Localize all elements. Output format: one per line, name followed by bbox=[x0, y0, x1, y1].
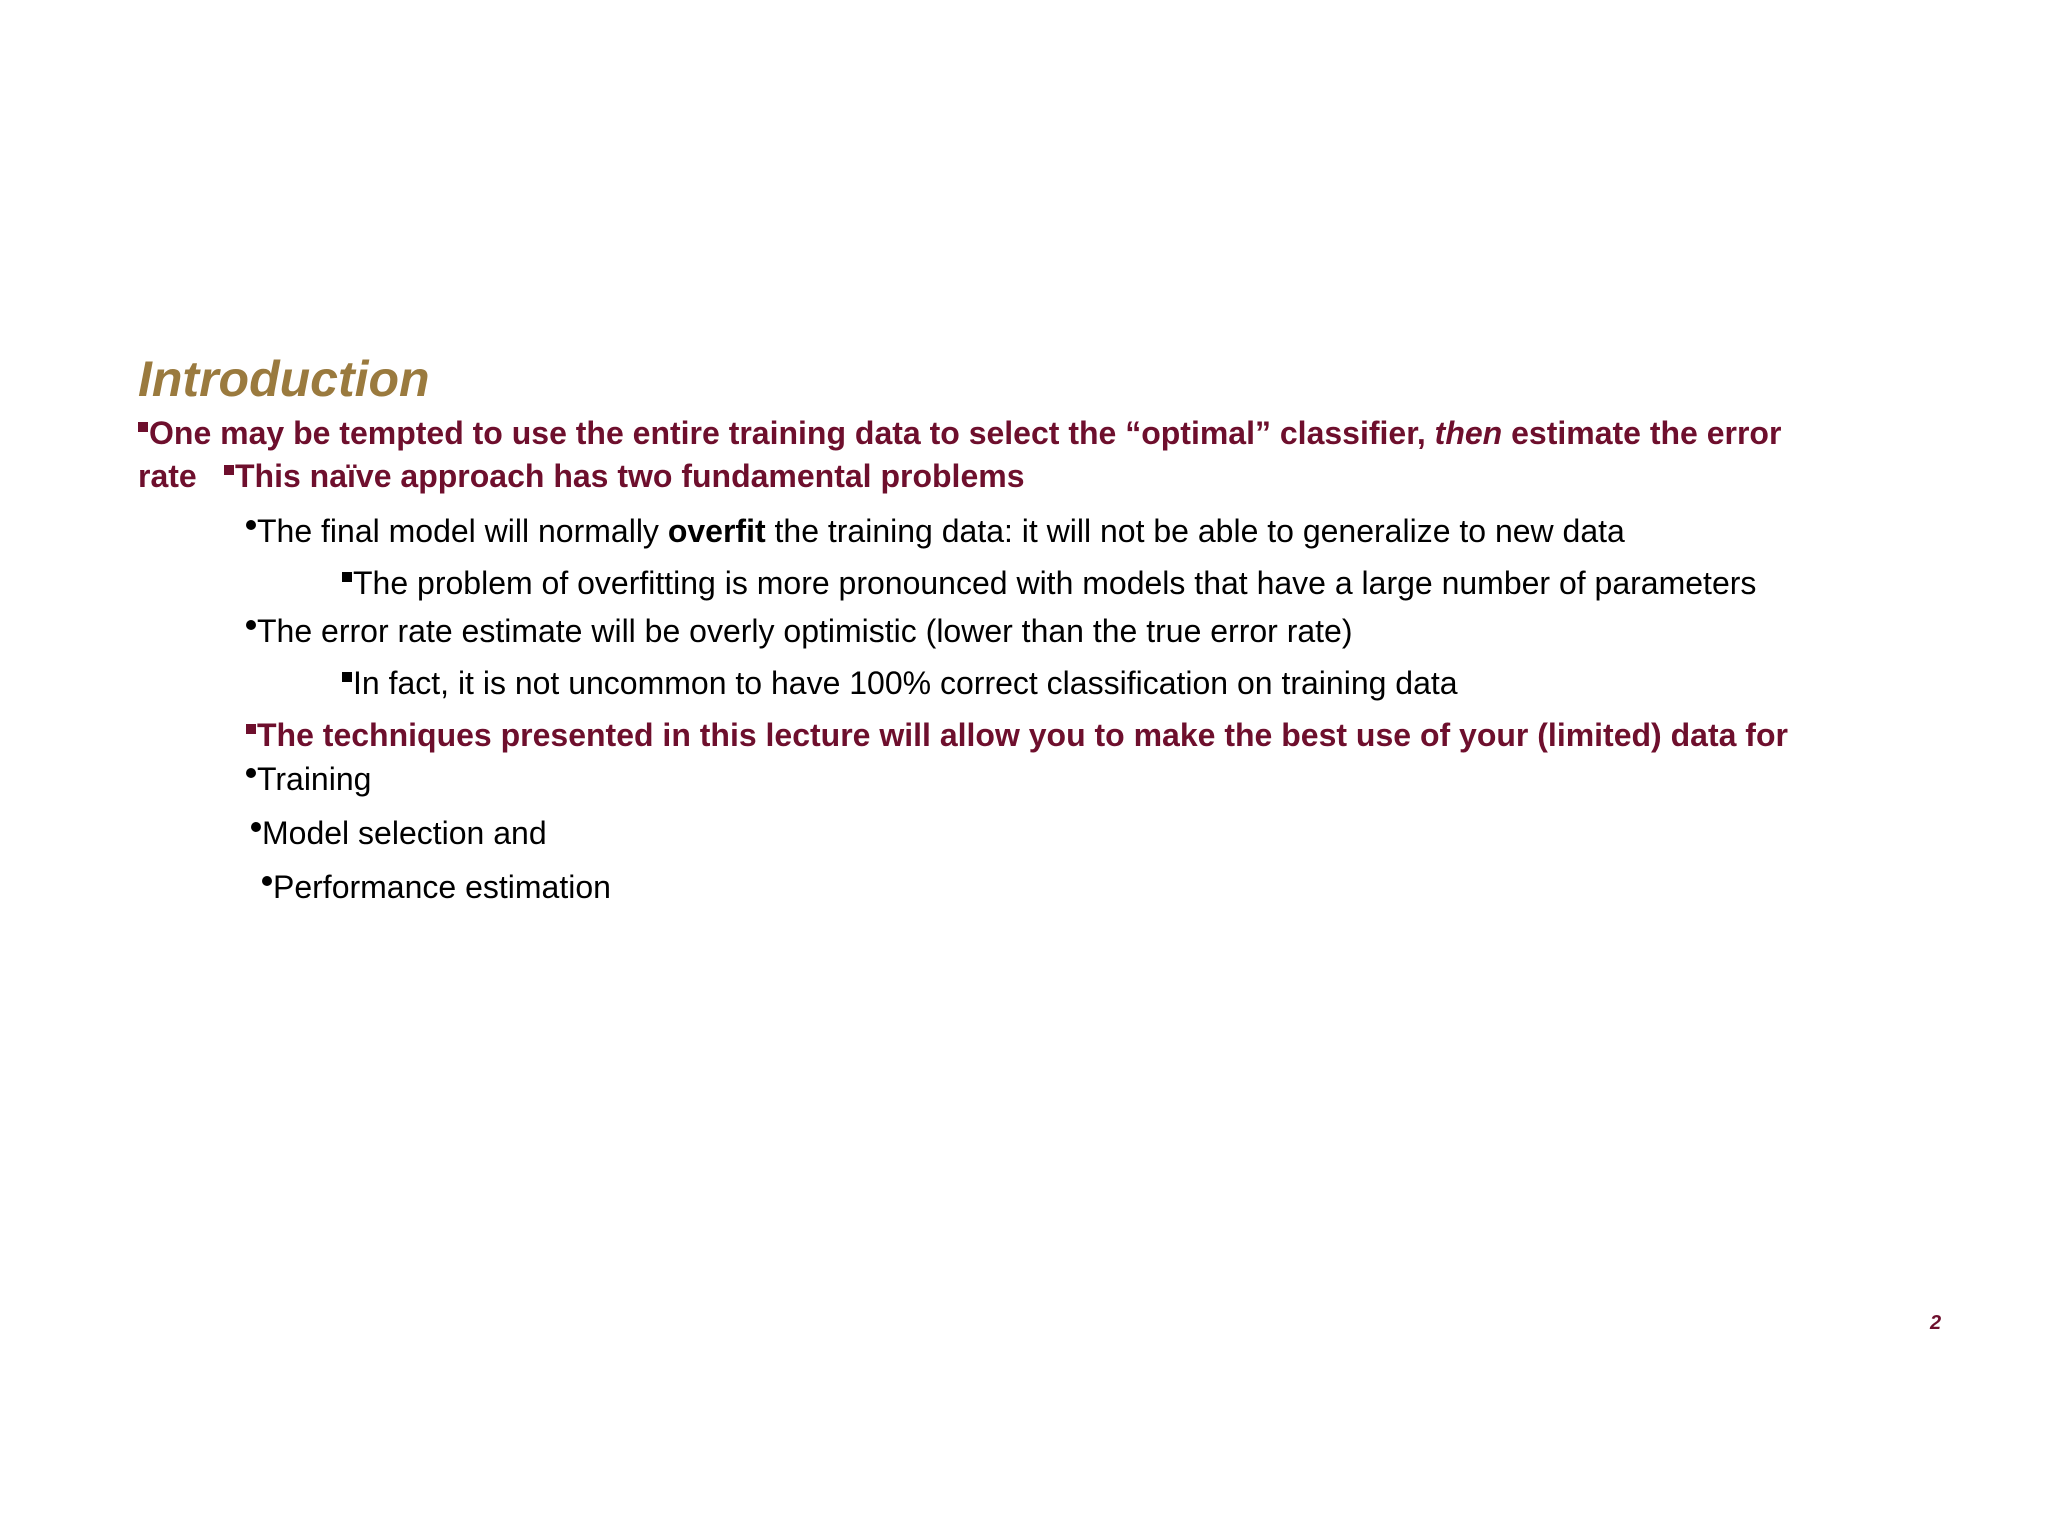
bullet-3-text: The techniques presented in this lecture will allow you to make the best use of your (limited) data for bbox=[257, 717, 1788, 753]
bullet-1-continuation: rate bbox=[138, 458, 197, 494]
dot-bullet-icon bbox=[246, 620, 256, 630]
list-item-model-selection bbox=[251, 814, 547, 852]
sub-1-text-post: the training data: it will not be able to generalize to new data bbox=[765, 513, 1625, 549]
bullet-2 bbox=[224, 457, 1024, 495]
dot-bullet-icon bbox=[246, 520, 256, 530]
list-item-text: Training bbox=[257, 761, 372, 797]
sub-1-text-pre: The final model will normally bbox=[257, 513, 668, 549]
square-bullet-icon bbox=[342, 672, 352, 682]
sub-sub-bullet-2 bbox=[342, 664, 1458, 702]
square-bullet-icon bbox=[138, 422, 148, 432]
bullet-3 bbox=[246, 716, 1788, 754]
list-item-text: Performance estimation bbox=[273, 869, 611, 905]
sub-bullet-1 bbox=[246, 512, 1625, 550]
bullet-1-emphasis: then bbox=[1434, 415, 1503, 451]
square-bullet-icon bbox=[246, 724, 256, 734]
bullet-2-text: This naïve approach has two fundamental problems bbox=[235, 458, 1025, 494]
sub-1a-text: The problem of overfitting is more pronounced with models that have a large number of parameters bbox=[353, 565, 1757, 601]
bullet-1-text-pre: One may be tempted to use the entire training data to select the “optimal” classifier, bbox=[149, 415, 1435, 451]
bullet-line-2 bbox=[138, 457, 197, 495]
bullet-1-text-post: estimate the error bbox=[1502, 415, 1782, 451]
sub-1-bold: overfit bbox=[667, 513, 766, 549]
square-bullet-icon bbox=[342, 572, 352, 582]
sub-2-text: The error rate estimate will be overly optimistic (lower than the true error rate) bbox=[257, 613, 1353, 649]
bullet-line-1 bbox=[138, 414, 1781, 452]
list-item-training bbox=[246, 760, 371, 798]
dot-bullet-icon bbox=[246, 768, 256, 778]
dot-bullet-icon bbox=[262, 876, 272, 886]
sub-bullet-2 bbox=[246, 612, 1353, 650]
list-item-performance-estimation bbox=[262, 868, 611, 906]
list-item-text: Model selection and bbox=[262, 815, 547, 851]
sub-2a-text: In fact, it is not uncommon to have 100% correct classification on training data bbox=[353, 665, 1458, 701]
dot-bullet-icon bbox=[251, 822, 261, 832]
page-number: 2 bbox=[1930, 1312, 1942, 1334]
square-bullet-icon bbox=[224, 465, 234, 475]
sub-sub-bullet-1 bbox=[342, 564, 1756, 602]
slide-title: Introduction bbox=[138, 351, 430, 407]
